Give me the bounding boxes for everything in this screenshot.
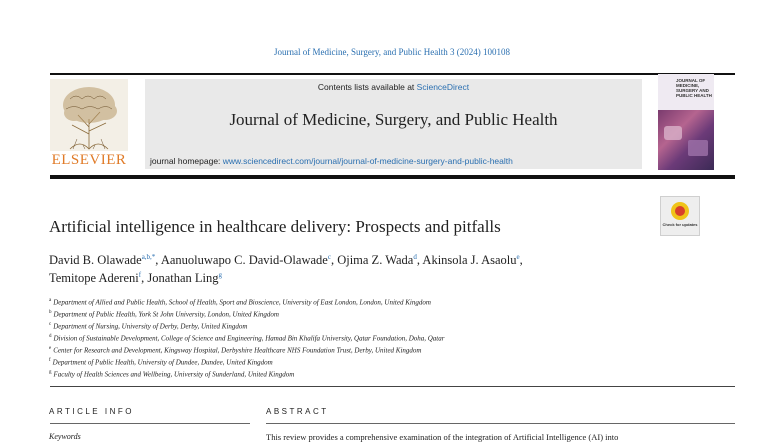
affiliation-item [49,344,739,356]
affiliation-item [49,332,739,344]
affiliation-item [49,368,739,380]
author-affil-sup: f [138,270,142,279]
author-name[interactable]: Jonathan Ling [147,271,219,285]
cover-image-detail [664,126,682,140]
cover-title: JOURNAL OF MEDICINE, SURGERY AND PUBLIC HEALTH [676,78,712,98]
journal-homepage [150,156,640,166]
sciencedirect-link[interactable]: ScienceDirect [416,82,470,92]
author-affil-sup: a,b,* [141,252,156,261]
affiliation-key: e [49,346,52,352]
author-name[interactable]: Ojima Z. Wada [337,253,414,267]
header-bottom-rule [50,175,735,179]
homepage-prefix: journal homepage: [150,156,223,166]
author-separator: , [141,271,148,285]
affiliation-text: Department of Allied and Public Health, School of Health, Sport and Bioscience, University of East London, London, United Kingdom [53,298,431,307]
affiliation-key: g [49,370,52,376]
author-name[interactable]: David B. Olawade [49,253,142,267]
affiliation-list [49,296,739,380]
article-title: Artificial intelligence in healthcare delivery: Prospects and pitfalls [49,217,501,236]
author-name[interactable]: Akinsola J. Asaolu [422,253,517,267]
abstract-rule [266,423,735,424]
author-affil-sup: c [327,252,331,261]
section-divider [50,386,735,387]
author-separator: , [155,253,161,267]
homepage-link[interactable]: www.sciencedirect.com/journal/journal-of-medicine-surgery-and-public-health [222,156,513,166]
author-separator: , [519,253,523,267]
header-top-rule [50,73,735,75]
affiliation-text: Center for Research and Development, Kingsway Hospital, Derbyshire Healthcare NHS Foundation Trust, Derby, United Kingdom [53,346,422,355]
author-name[interactable]: Temitope Adereni [49,271,139,285]
affiliation-item [49,320,739,332]
author-affil-sup: g [218,270,222,279]
affiliation-key: c [49,322,52,328]
affiliation-text: Division of Sustainable Development, College of Science and Engineering, Hamad Bin Khalifa University, Qatar Foundation, Doha, Qatar [53,334,445,343]
affiliation-key: b [49,310,52,316]
keywords-label: Keywords [49,432,81,441]
contents-available [145,82,642,92]
affiliation-text: Department of Public Health, University of Dundee, Dundee, United Kingdom [52,358,273,367]
check-for-updates-label: Check for updates [662,222,698,227]
affiliation-key: a [49,298,52,303]
author-affil-sup: e [516,252,520,261]
journal-title: Journal of Medicine, Surgery, and Public Health [229,110,558,129]
author-name[interactable]: Aanuoluwapo C. David-Olawade [160,253,328,267]
author-affil-sup: d [413,252,417,261]
affiliation-item [49,356,739,368]
article-info-rule [50,423,250,424]
journal-citation: Journal of Medicine, Surgery, and Public Health 3 (2024) 100108 [274,47,510,57]
abstract-heading: ABSTRACT [266,407,329,416]
affiliation-text: Department of Public Health, York St John University, London, United Kingdom [53,310,279,319]
journal-cover-thumbnail[interactable] [658,74,714,170]
affiliation-item [49,296,739,308]
article-info-heading: ARTICLE INFO [49,407,134,416]
author-separator: , [330,253,338,267]
elsevier-wordmark: ELSEVIER [51,152,127,168]
affiliation-key: d [49,334,52,340]
affiliation-key: f [49,358,51,364]
cover-image-detail [688,140,708,156]
author-list [49,251,689,287]
crossmark-icon [671,202,689,220]
affiliation-item [49,308,739,320]
affiliation-text: Department of Nursing, University of Derby, Derby, United Kingdom [53,322,248,331]
author-separator: , [416,253,423,267]
abstract-text: This review provides a comprehensive examination of the integration of Artificial Intelligence (AI) into [266,432,619,442]
check-for-updates-badge[interactable] [660,196,700,236]
affiliation-text: Faculty of Health Sciences and Wellbeing, University of Sunderland, United Kingdom [53,370,295,379]
contents-prefix: Contents lists available at [317,82,417,92]
